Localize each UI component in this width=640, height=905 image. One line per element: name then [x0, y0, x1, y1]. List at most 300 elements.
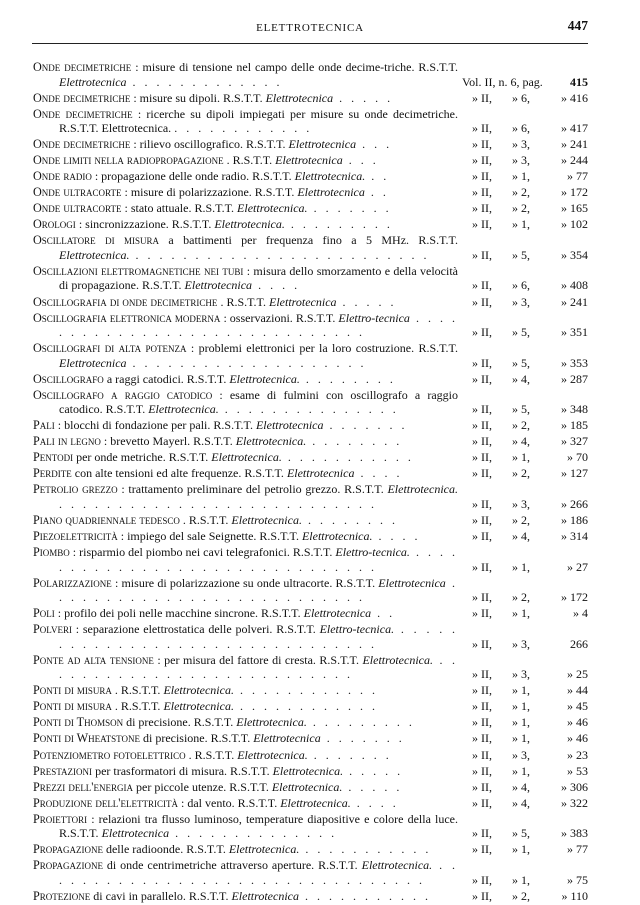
dot-leader: . .: [364, 185, 389, 200]
entry-heading: Produzione dell'elettricità: [33, 795, 178, 810]
entry-heading: Onde decimetriche: [33, 137, 131, 152]
entry-description: : misure su dipoli. R.S.T.T.: [130, 90, 266, 105]
entry-reference: [462, 748, 588, 763]
page-reference: 266: [570, 636, 588, 651]
issue-reference: » 5,: [512, 402, 530, 417]
entry-journal: Elettro-tecnica: [338, 310, 410, 325]
page-reference: » 241: [561, 294, 588, 309]
entry-reference: [462, 217, 588, 232]
issue-reference: » 1,: [512, 606, 530, 621]
entry-text: [33, 137, 462, 152]
dot-leader: . . . . . . . . . . .: [281, 450, 414, 465]
dot-leader: . . . . . . . .: [306, 434, 403, 449]
volume-reference: » II,: [472, 278, 492, 293]
entry-heading: Onde decimetriche: [33, 106, 133, 121]
page-reference: » 23: [567, 747, 588, 762]
volume-reference: » II,: [472, 153, 492, 168]
entry-text: [33, 233, 462, 262]
page-reference: » 244: [561, 153, 588, 168]
volume-reference: » II,: [472, 888, 492, 903]
entry-description: per trasformatori di misura. R.S.T.T.: [92, 763, 273, 778]
entry-text: [33, 576, 462, 605]
entry-heading: Polveri: [33, 622, 72, 637]
entry-text: [33, 842, 462, 857]
entry-text: [33, 653, 462, 682]
index-entry: [33, 796, 588, 811]
index-entry: [33, 764, 588, 779]
issue-reference: » 1,: [512, 683, 530, 698]
dot-leader: . . .: [356, 137, 393, 152]
entry-text: [33, 341, 462, 370]
entry-journal: Elettrotecnica.: [211, 450, 282, 465]
entry-journal: Elettrotecnica.: [235, 434, 307, 449]
entry-heading: Ponti di Wheatstone: [33, 731, 140, 746]
volume-reference: » II,: [472, 247, 492, 262]
entry-heading: Oscillografi di alta potenza: [33, 341, 187, 356]
entry-description: . R.S.T.T.: [185, 747, 238, 762]
page-reference: » 46: [567, 715, 588, 730]
dot-leader: . . . . . . . . . . . .: [233, 699, 378, 714]
dot-leader: . . . . . . . . . . . . . . . . . . . . . . . . . . . . . .: [59, 310, 459, 340]
entry-description: a battimenti per frequenza fino a 5 MHz. R.S.T.T.: [159, 233, 458, 248]
dot-leader: . . . . . . . . . . . . . . .: [218, 402, 399, 417]
entry-text: [33, 858, 462, 887]
dot-leader: . . . . . . . .: [299, 371, 396, 386]
page-reference: » 75: [567, 872, 588, 887]
volume-reference: » II,: [472, 418, 492, 433]
volume-reference: » II,: [472, 325, 492, 340]
entry-heading: Piezoelettricità: [33, 529, 118, 544]
issue-reference: » 1,: [512, 763, 530, 778]
entry-heading: Petrolio grezzo: [33, 482, 118, 497]
entry-journal: Elettrotecnica: [253, 731, 321, 746]
issue-reference: » 4,: [512, 371, 530, 386]
entry-description: : risparmio del piombo nei cavi telegrafonici. R.S.T.T.: [69, 545, 336, 560]
index-entry: [33, 606, 588, 621]
running-header: [32, 18, 588, 38]
entry-reference: [462, 796, 588, 811]
entry-reference: [462, 529, 588, 544]
dot-leader: . . . .: [354, 466, 403, 481]
index-entry: [33, 545, 588, 574]
entry-journal: Elettrotecnica.: [59, 247, 130, 262]
dot-leader: . . . . . . . . . . . .: [233, 683, 378, 698]
index-entry: [33, 482, 588, 511]
issue-reference: » 2,: [512, 590, 530, 605]
volume-reference: » II,: [472, 466, 492, 481]
dot-leader: . . . . . . . . . . .: [299, 888, 431, 903]
entry-journal: Elettrotecnica.: [294, 169, 366, 184]
index-entry: [33, 418, 588, 433]
entry-reference: [462, 91, 588, 106]
entry-text: [33, 764, 462, 779]
entry-text: [33, 466, 462, 481]
entry-heading: Onde decimetriche: [33, 90, 131, 105]
entry-journal: Elettrotecnica: [303, 606, 372, 621]
volume-reference: » II,: [472, 355, 492, 370]
entry-heading: Pali: [33, 418, 55, 433]
entry-heading: Polarizzazione: [33, 575, 112, 590]
entry-journal: Elettrotecnica: [297, 185, 365, 200]
page-reference: » 314: [561, 529, 588, 544]
dot-leader: . . . . .: [342, 779, 403, 794]
index-entry: [33, 842, 588, 857]
index-entry: [33, 513, 588, 528]
index-entry: [33, 529, 588, 544]
page-reference: » 165: [561, 201, 588, 216]
entry-reference: [462, 418, 588, 433]
index-entry: [33, 60, 588, 89]
entry-text: [33, 169, 462, 184]
page-reference: » 306: [561, 779, 588, 794]
dot-leader: . . . . .: [333, 90, 394, 105]
issue-reference: » 3,: [512, 636, 530, 651]
entry-description: : blocchi di fondazione per pali. R.S.T.T.: [54, 418, 256, 433]
issue-reference: » 5,: [512, 826, 530, 841]
issue-reference: » 1,: [512, 450, 530, 465]
entry-reference: [462, 137, 588, 152]
entry-description: . R.S.T.T.: [111, 699, 164, 714]
entry-journal: Elettro-tecnica.: [335, 545, 410, 560]
issue-reference: » 1,: [512, 699, 530, 714]
dot-leader: . .: [371, 606, 396, 621]
page-reference: » 27: [567, 559, 588, 574]
volume-reference: » II,: [472, 872, 492, 887]
entry-text: [33, 450, 462, 465]
entry-journal: Elettro-tecnica.: [319, 622, 395, 637]
issue-reference: » 2,: [512, 888, 530, 903]
page-reference: » 45: [567, 699, 588, 714]
volume-reference: » II,: [472, 402, 492, 417]
entry-description: . R.S.T.T.: [217, 294, 269, 309]
volume-reference: » II,: [472, 201, 492, 216]
dot-leader: . . . . . . .: [320, 731, 405, 746]
volume-reference: » II,: [472, 450, 492, 465]
entry-heading: Oscillografia elettronica moderna: [33, 310, 221, 325]
entry-heading: Pali in legno: [33, 434, 101, 449]
dot-leader: . . . . . . . . . . . .: [174, 121, 313, 136]
dot-leader: . . . . . . . . . . .: [299, 842, 432, 857]
entry-text: [33, 812, 462, 841]
issue-reference: » 3,: [512, 137, 530, 152]
index-entry: [33, 731, 588, 746]
volume-reference: » II,: [472, 529, 492, 544]
entry-text: [33, 201, 462, 216]
index-entry: [33, 91, 588, 106]
entry-journal: Elettrotecnica.: [229, 371, 300, 386]
entry-heading: Oscillografo a raggio catodico: [33, 387, 213, 402]
volume-reference: » II,: [472, 294, 492, 309]
page-reference: » 110: [561, 888, 588, 903]
entry-description: : dal vento. R.S.T.T.: [178, 795, 281, 810]
issue-reference: » 1,: [512, 731, 530, 746]
entry-heading: Onde ultracorte: [33, 201, 122, 216]
entry-reference: [462, 683, 588, 698]
entry-text: [33, 295, 462, 310]
entry-heading: Proiettori: [33, 811, 88, 826]
entry-text: [33, 185, 462, 200]
index-entry: [33, 137, 588, 152]
page-reference: » 77: [567, 842, 588, 857]
entry-description: : esame di fulmini con oscillografo a raggio catodico. R.S.T.T.: [59, 387, 459, 417]
entry-description: : trattamento preliminare del petrolio grezzo. R.S.T.T.: [117, 482, 388, 497]
entry-text: [33, 529, 462, 544]
entry-reference: [462, 153, 588, 168]
issue-reference: » 2,: [512, 185, 530, 200]
entry-description: . R.S.T.T.: [223, 153, 276, 168]
dot-leader: . . . .: [252, 278, 301, 293]
entry-description: : misure di polarizzazione su onde ultracorte. R.S.T.T.: [111, 575, 379, 590]
entry-description: : relazioni tra flusso luminoso, temperature diapositive e colore della luce. R.S.T.T.: [59, 811, 458, 841]
index-entry: [33, 683, 588, 698]
volume-reference: » II,: [472, 715, 492, 730]
dot-leader: . . . . . . .: [323, 418, 408, 433]
entry-description: : misure di polarizzazione. R.S.T.T.: [121, 185, 298, 200]
entry-journal: Elettrotecnica.: [301, 529, 373, 544]
entry-reference: [462, 731, 588, 746]
dot-leader: . . . . . . . .: [301, 512, 398, 527]
entry-journal: Elettrotecnica: [59, 355, 127, 370]
index-entry: [33, 653, 588, 682]
issue-reference: » 1,: [512, 559, 530, 574]
page-reference: » 25: [567, 667, 588, 682]
entry-text: [33, 699, 462, 714]
entry-description: di onde centrimetriche attraverso aperture. R.S.T.T.: [102, 858, 362, 873]
issue-reference: » 3,: [512, 667, 530, 682]
entry-journal: Elettrotecnica: [101, 826, 170, 841]
page-reference: » 327: [561, 434, 588, 449]
page-reference: » 53: [567, 763, 588, 778]
index-entry: [33, 185, 588, 200]
entry-heading: Prezzi dell'energia: [33, 779, 133, 794]
entry-reference: [462, 450, 588, 465]
entry-description: delle radioonde. R.S.T.T.: [102, 842, 229, 857]
issue-reference: » 1,: [512, 217, 530, 232]
entry-description: : impiego del sale Seignette. R.S.T.T.: [117, 529, 302, 544]
entry-journal: Elettrotecnica.: [237, 747, 308, 762]
page-reference: » 102: [561, 217, 588, 232]
volume-reference: » II,: [472, 496, 492, 511]
entry-journal: Elettrotecnica.: [163, 683, 234, 698]
entry-description: : propagazione delle onde radio. R.S.T.T.: [91, 169, 295, 184]
dot-leader: . . . . . . .: [307, 747, 392, 762]
dot-leader: . . . . . . . . . . . . .: [126, 74, 283, 89]
entry-reference: [462, 278, 588, 293]
index-entry: [33, 450, 588, 465]
issue-reference: » 3,: [512, 747, 530, 762]
entry-reference: [462, 372, 588, 387]
page-reference: » 354: [561, 247, 588, 262]
entry-heading: Ponti di misura: [33, 683, 112, 698]
page-reference: » 287: [561, 371, 588, 386]
dot-leader: . . . . . . . . .: [284, 217, 393, 232]
entry-description: a raggi catodici. R.S.T.T.: [103, 371, 230, 386]
index-entry: [33, 858, 588, 887]
entry-text: [33, 796, 462, 811]
entry-description: : stato attuale. R.S.T.T.: [121, 201, 238, 216]
index-entry: [33, 169, 588, 184]
index-entry: [33, 812, 588, 841]
issue-reference: » 5,: [512, 325, 530, 340]
entry-journal: Elettrotecnica.: [228, 842, 300, 857]
entry-journal: Elettrotecnica.: [280, 795, 351, 810]
entry-description: : separazione elettrostatica delle polveri. R.S.T.T.: [71, 622, 320, 637]
entry-text: [33, 153, 462, 168]
issue-reference: » 4,: [512, 779, 530, 794]
dot-leader: . . . .: [372, 529, 421, 544]
entry-heading: Ponti di Thomson: [33, 715, 124, 730]
entry-description: : profilo dei poli nelle macchine sincrone. R.S.T.T.: [54, 606, 304, 621]
entry-journal: Elettrotecnica.: [163, 699, 234, 714]
entry-journal: Elettrotecnica: [184, 278, 253, 293]
entry-reference: [462, 497, 588, 512]
entry-description: . R.S.T.T.: [179, 512, 232, 527]
page-reference: » 77: [567, 169, 588, 184]
entry-text: [33, 715, 462, 730]
entry-reference: [462, 826, 588, 841]
volume-reference: » II,: [472, 137, 492, 152]
entry-text: [33, 482, 462, 511]
volume-reference: » II,: [472, 169, 492, 184]
entry-reference: [462, 121, 588, 136]
issue-reference: » 1,: [512, 715, 530, 730]
dot-leader: . . . . . . .: [307, 201, 392, 216]
dot-leader: . . . . . . . . . . . . . . . . . . . . . . . . . . .: [59, 496, 377, 511]
entry-reference: [462, 201, 588, 216]
volume-reference: » II,: [472, 683, 492, 698]
entry-heading: Oscillografia di onde decimetriche: [33, 294, 218, 309]
entry-journal: Elettrotecnica: [269, 294, 337, 309]
entry-heading: Oscillografo: [33, 371, 104, 386]
volume-reference: » II,: [472, 747, 492, 762]
entry-reference: [462, 466, 588, 481]
volume-reference: » II,: [472, 559, 492, 574]
entry-heading: Prestazioni: [33, 763, 93, 778]
entry-heading: Oscillazioni elettromagnetiche nei tubi: [33, 263, 244, 278]
index-entries: [33, 60, 588, 905]
volume-reference: » II,: [472, 217, 492, 232]
entry-heading: Potenziometro fotoelettrico: [33, 747, 186, 762]
entry-text: [33, 513, 462, 528]
volume-reference: Vol. II, n. 6, pag.: [462, 74, 543, 89]
volume-reference: » II,: [472, 731, 492, 746]
entry-heading: Pentodi: [33, 450, 74, 465]
entry-text: [33, 418, 462, 433]
entry-heading: Perdite: [33, 466, 72, 481]
entry-description: : ricerche su dipoli impiegati per misure su onde decimetriche. R.S.T.T. Elettrotecnica.: [59, 106, 458, 136]
entry-journal: Elettrotecnica.: [237, 201, 308, 216]
entry-description: per piccole utenze. R.S.T.T.: [133, 779, 272, 794]
dot-leader: . . . . . . . . . . . . . . . . . . . . . . . . . . .: [59, 652, 458, 682]
entry-reference: [462, 434, 588, 449]
entry-heading: Propagazione: [33, 842, 103, 857]
index-entry: [33, 576, 588, 605]
index-entry: [33, 107, 588, 136]
entry-heading: Piano quadriennale tedesco: [33, 512, 180, 527]
entry-text: [33, 434, 462, 449]
issue-reference: » 6,: [512, 121, 530, 136]
entry-reference: [462, 356, 588, 371]
dot-leader: . . . .: [350, 795, 399, 810]
page-reference: » 353: [561, 355, 588, 370]
entry-reference: [462, 75, 588, 90]
index-entry: [33, 889, 588, 904]
entry-description: con alte tensioni ed alte frequenze. R.S.T.T.: [71, 466, 287, 481]
entry-description: : misure di tensione nel campo delle onde decime-triche. R.S.T.T.: [131, 60, 458, 74]
dot-leader: . . . . . . . . . . . . . . . . . . . . . . . . . . .: [59, 575, 459, 605]
entry-reference: [462, 637, 588, 652]
entry-reference: [462, 295, 588, 310]
index-entry: [33, 341, 588, 370]
entry-reference: [462, 402, 588, 417]
entry-reference: [462, 185, 588, 200]
entry-text: [33, 545, 462, 574]
entry-journal: Elettrotecnica: [265, 90, 334, 105]
index-entry: [33, 699, 588, 714]
entry-reference: [462, 169, 588, 184]
dot-leader: . . . . .: [336, 294, 397, 309]
entry-journal: Elettrotecnica: [59, 74, 127, 89]
entry-reference: [462, 513, 588, 528]
dot-leader: . . . . . . . . . . . . . . . . . . . . . . . . . . . . . . .: [59, 545, 458, 574]
entry-reference: [462, 873, 588, 888]
entry-heading: Propagazione: [33, 858, 103, 873]
entry-journal: Elettrotecnica.: [271, 779, 343, 794]
entry-heading: Ponte ad alta tensione: [33, 652, 154, 667]
entry-text: [33, 622, 462, 651]
entry-description: : sincronizzazione. R.S.T.T.: [75, 217, 215, 232]
issue-reference: » 1,: [512, 842, 530, 857]
entry-text: [33, 748, 462, 763]
dot-leader: . .: [365, 169, 390, 184]
volume-reference: » II,: [472, 606, 492, 621]
page-reference: » 383: [561, 826, 588, 841]
volume-reference: » II,: [472, 636, 492, 651]
entry-reference: [462, 842, 588, 857]
entry-description: di precisione. R.S.T.T.: [139, 731, 254, 746]
entry-heading: Ponti di misura: [33, 699, 112, 714]
entry-description: di cavi in parallelo. R.S.T.T.: [90, 888, 232, 903]
dot-leader: . . . . . . . . . . . . . . . . . . . . . . . . . . . . . . . .: [59, 622, 458, 651]
issue-reference: » 1,: [512, 872, 530, 887]
index-entry: [33, 388, 588, 417]
entry-reference: [462, 699, 588, 714]
entry-text: [33, 388, 462, 417]
entry-journal: Elettrotecnica: [255, 418, 324, 433]
volume-reference: » II,: [472, 826, 492, 841]
entry-description: : misura dello smorzamento e della velocità di propagazione. R.S.T.T.: [59, 263, 458, 293]
page-reference: » 416: [561, 90, 588, 105]
volume-reference: » II,: [472, 90, 492, 105]
page-reference: » 266: [561, 496, 588, 511]
issue-reference: » 2,: [512, 512, 530, 527]
dot-leader: . . . . . . . . . . . . . . . . . . . . . . . . . . . . . . . . .: [59, 858, 459, 887]
entry-reference: [462, 606, 588, 621]
entry-heading: Oscillatore di misura: [33, 233, 160, 248]
entry-journal: Elettrotecnica: [286, 466, 355, 481]
index-entry: [33, 434, 588, 449]
entry-journal: Elettrotecnica: [378, 575, 446, 590]
page-reference: » 241: [561, 137, 588, 152]
entry-text: [33, 107, 462, 136]
entry-heading: Orologi: [33, 217, 76, 232]
entry-journal: Elettrotecnica.: [231, 512, 302, 527]
entry-journal: Elettrotecnica.: [362, 652, 433, 667]
entry-journal: Elettrotecnica: [288, 137, 357, 152]
page-reference: » 186: [561, 512, 588, 527]
page-number: 447: [567, 18, 588, 33]
index-entry: [33, 295, 588, 310]
